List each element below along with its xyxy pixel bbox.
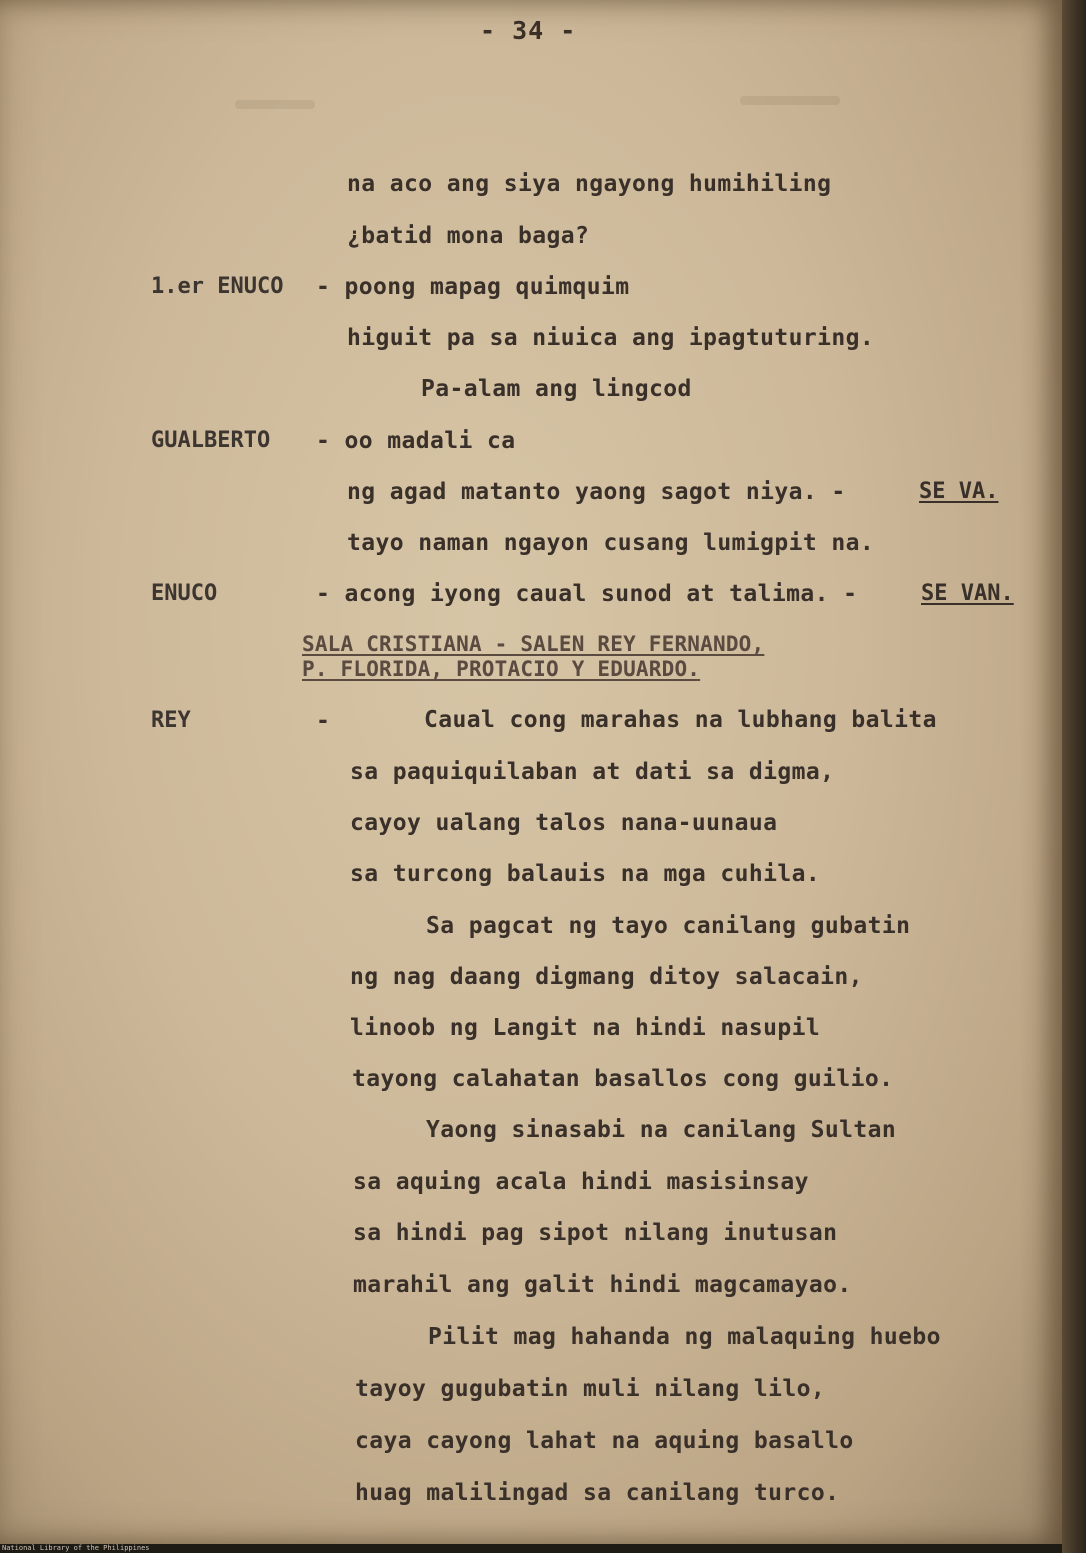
verse-line: sa paquiquilaban at dati sa digma, — [350, 759, 835, 785]
verse-line: caya cayong lahat na aquing basallo — [355, 1428, 854, 1454]
page-number: - 34 - — [480, 16, 577, 45]
speaker-name: 1.er ENUCO — [151, 274, 284, 299]
verse-line: ng nag daang digmang ditoy salacain, — [350, 964, 863, 990]
speaker-name: ENUCO — [151, 581, 218, 606]
verse-line: - acong iyong caual sunod at talima. - — [316, 581, 858, 607]
verse-line: huag malilingad sa canilang turco. — [355, 1480, 840, 1506]
library-footer: National Library of the Philippines — [2, 1544, 150, 1552]
scene-heading: SALA CRISTIANA - SALEN REY FERNANDO, — [302, 632, 765, 656]
verse-line: Caual cong marahas na lubhang balita — [424, 707, 937, 733]
verse-line: na aco ang siya ngayong humihiling — [347, 171, 832, 197]
verse-line: sa aquing acala hindi masisinsay — [353, 1169, 809, 1195]
faded-mark — [740, 96, 840, 105]
verse-line: Pa-alam ang lingcod — [421, 376, 692, 402]
verse-line: Sa pagcat ng tayo canilang gubatin — [426, 913, 911, 939]
stage-direction: SE VA. — [919, 479, 999, 504]
verse-line: sa hindi pag sipot nilang inutusan — [353, 1220, 838, 1246]
verse-line: ng agad matanto yaong sagot niya. - — [347, 479, 846, 505]
verse-line: higuit pa sa niuica ang ipagtuturing. — [347, 325, 875, 351]
speaker-name: GUALBERTO — [151, 428, 271, 453]
verse-line: tayong calahatan basallos cong guilio. — [352, 1066, 894, 1092]
verse-line: ¿batid mona baga? — [347, 223, 590, 249]
verse-line: cayoy ualang talos nana-uunaua — [350, 810, 778, 836]
speaker-name: REY — [151, 708, 191, 733]
speaker-dash: - — [316, 708, 330, 734]
page-edge-shadow — [1062, 0, 1086, 1553]
verse-line: linoob ng Langit na hindi nasupil — [350, 1015, 821, 1041]
verse-line: - poong mapag quimquim — [316, 274, 630, 300]
scene-heading: P. FLORIDA, PROTACIO Y EDUARDO. — [302, 657, 701, 681]
verse-line: tayoy gugubatin muli nilang lilo, — [355, 1376, 826, 1402]
verse-line: tayo naman ngayon cusang lumigpit na. — [347, 530, 875, 556]
verse-line: Yaong sinasabi na canilang Sultan — [426, 1117, 897, 1143]
verse-line: sa turcong balauis na mga cuhila. — [350, 861, 821, 887]
verse-line: - oo madali ca — [316, 428, 516, 454]
stage-direction: SE VAN. — [921, 581, 1014, 606]
verse-line: marahil ang galit hindi magcamayao. — [353, 1272, 852, 1298]
faded-mark — [235, 100, 315, 109]
verse-line: Pilit mag hahanda ng malaquing huebo — [428, 1324, 941, 1350]
